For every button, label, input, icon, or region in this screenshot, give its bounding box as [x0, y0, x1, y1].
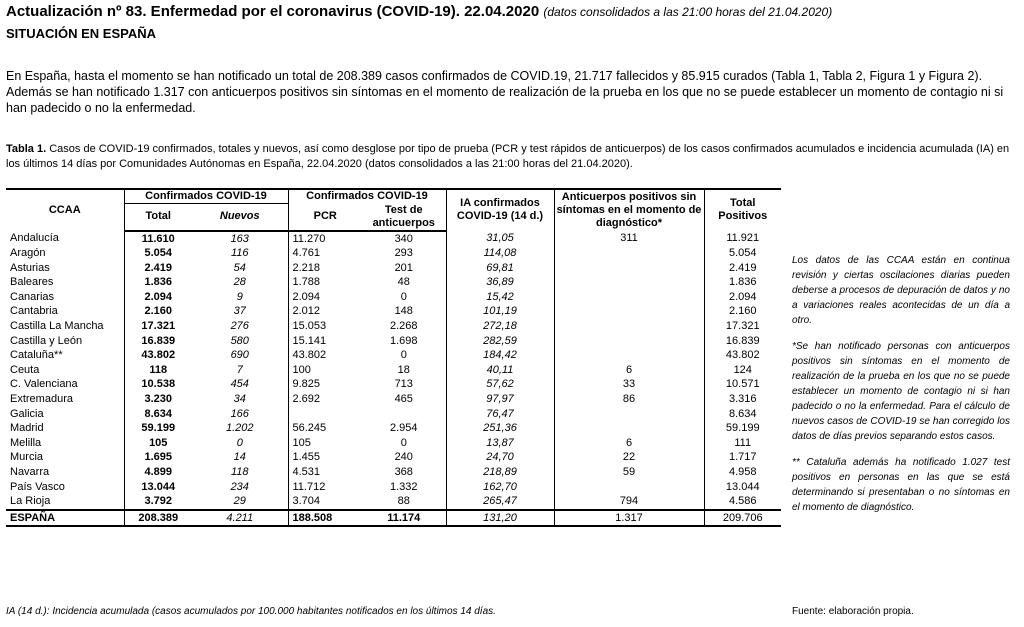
cell-pcr: 2.218	[288, 261, 362, 276]
cell-nuevos: 34	[233, 393, 246, 406]
cell-nuevos: 118	[230, 466, 249, 478]
table-row	[6, 407, 781, 422]
cell-total: 105	[124, 436, 192, 451]
cell-pcr: 11.712	[288, 480, 362, 495]
cell-ccaa: Asturias	[10, 261, 50, 274]
cell-nuevos: 54	[233, 261, 246, 274]
header-total-positivos: Total Positivos	[704, 189, 781, 231]
cell-tp: 5.054	[704, 246, 781, 261]
cell-nuevos: 276	[230, 320, 249, 333]
cell-anti	[554, 348, 704, 363]
cell-ccaa: Navarra	[10, 466, 50, 478]
cell-total: 3.230	[124, 392, 192, 407]
cell-total: 8.634	[124, 407, 192, 422]
table-row	[6, 377, 781, 392]
header-anticuerpos: Anticuerpos positivos sin síntomas en el momento de diagnóstico*	[554, 189, 704, 231]
total-nuevos: 4.211	[192, 510, 288, 527]
cell-anti: 6	[554, 363, 704, 378]
cell-nuevos: 163	[230, 232, 249, 245]
table-row	[6, 363, 781, 378]
cell-ccaa: Canarias	[10, 290, 55, 303]
cell-tp: 4.586	[704, 494, 781, 510]
total-ccaa: ESPAÑA	[6, 510, 124, 527]
covid-table	[6, 188, 781, 527]
cell-ia: 251,36	[446, 421, 554, 436]
cell-pcr: 15.141	[288, 334, 362, 349]
table-body	[6, 231, 781, 510]
cell-ccaa: Castilla y León	[10, 334, 83, 347]
cell-test: 0	[400, 349, 407, 362]
cell-pcr	[288, 407, 362, 422]
cell-total: 5.054	[124, 246, 192, 261]
cell-pcr: 4.531	[288, 465, 362, 480]
cell-anti: 86	[554, 392, 704, 407]
cell-nuevos: 14	[233, 451, 246, 464]
table-row	[6, 304, 781, 319]
table-row	[6, 494, 781, 510]
cell-ia: 40,11	[446, 363, 554, 378]
header-confirmados-group: Confirmados COVID-19	[124, 189, 288, 204]
table-caption	[6, 142, 1016, 172]
cell-ccaa: Aragón	[10, 247, 46, 260]
cell-test: 2.954	[389, 422, 418, 435]
cell-ia: 31,05	[446, 231, 554, 247]
cell-nuevos: 29	[233, 495, 246, 508]
cell-ia: 97,97	[446, 392, 554, 407]
cell-test: 465	[394, 393, 413, 406]
cell-tp: 16.839	[704, 334, 781, 349]
note-1: Los datos de las CCAA están en continua revisión y ciertas oscilaciones diarias pueden deberse a procesos de depuración de datos y no a variaciones reales acontecidas de un día a otro.	[792, 255, 1010, 326]
cell-anti: 59	[554, 465, 704, 480]
cell-tp: 111	[704, 436, 781, 451]
cell-tp: 8.634	[704, 407, 781, 422]
cell-anti	[554, 290, 704, 305]
cell-total: 10.538	[124, 377, 192, 392]
side-notes	[792, 253, 1010, 526]
cell-test	[362, 407, 446, 422]
cell-test: 340	[394, 232, 413, 245]
cell-ccaa: Ceuta	[10, 363, 40, 376]
table-row	[6, 450, 781, 465]
cell-ccaa: Melilla	[10, 436, 42, 449]
cell-total: 16.839	[124, 334, 192, 349]
total-row	[6, 510, 781, 527]
cell-total: 59.199	[124, 421, 192, 436]
cell-anti	[554, 261, 704, 276]
cell-nuevos: 116	[230, 247, 249, 260]
cell-test: 88	[397, 495, 410, 508]
cell-pcr: 2.692	[288, 392, 362, 407]
cell-pcr: 3.704	[288, 494, 362, 510]
header-ccaa: CCAA	[6, 189, 124, 231]
cell-pcr: 56.245	[288, 421, 362, 436]
cell-anti	[554, 407, 704, 422]
cell-tp: 2.419	[704, 261, 781, 276]
caption-label: Tabla 1.	[6, 143, 47, 155]
cell-pcr: 105	[288, 436, 362, 451]
cell-tp: 13.044	[704, 480, 781, 495]
cell-nuevos: 0	[236, 436, 243, 449]
cell-pcr: 100	[288, 363, 362, 378]
cell-ia: 36,89	[446, 275, 554, 290]
cell-ia: 69,81	[446, 261, 554, 276]
cell-test: 18	[397, 363, 410, 376]
cell-test: 293	[394, 247, 413, 260]
total-anti: 1.317	[554, 510, 704, 527]
header-tipo-group: Confirmados COVID-19	[288, 189, 446, 204]
cell-nuevos: 690	[230, 349, 249, 362]
header-pcr: PCR	[288, 204, 362, 231]
cell-pcr: 15.053	[288, 319, 362, 334]
total-total: 208.389	[124, 510, 192, 527]
cell-total: 17.321	[124, 319, 192, 334]
cell-ia: 15,42	[446, 290, 554, 305]
cell-ccaa: Murcia	[10, 451, 44, 464]
cell-pcr: 2.094	[288, 290, 362, 305]
cell-tp: 3.316	[704, 392, 781, 407]
total-ia: 131,20	[446, 510, 554, 527]
table-row	[6, 465, 781, 480]
table-row	[6, 275, 781, 290]
cell-total: 118	[124, 363, 192, 378]
cell-total: 2.160	[124, 304, 192, 319]
table-row	[6, 290, 781, 305]
cell-total: 2.419	[124, 261, 192, 276]
cell-total: 2.094	[124, 290, 192, 305]
cell-pcr: 43.802	[288, 348, 362, 363]
table-row	[6, 319, 781, 334]
cell-total: 3.792	[124, 494, 192, 510]
cell-pcr: 1.788	[288, 275, 362, 290]
cell-ia: 57,62	[446, 377, 554, 392]
cell-test: 240	[394, 451, 413, 464]
header-ia: IA confirmados COVID-19 (14 d.)	[446, 189, 554, 231]
cell-ia: 13,87	[446, 436, 554, 451]
cell-anti: 22	[554, 450, 704, 465]
cell-tp: 43.802	[704, 348, 781, 363]
table-row	[6, 480, 781, 495]
total-pcr: 188.508	[288, 510, 362, 527]
cell-nuevos: 9	[236, 290, 243, 303]
cell-test: 2.268	[389, 320, 418, 333]
cell-tp: 11.921	[704, 231, 781, 247]
cell-anti: 311	[554, 231, 704, 247]
cell-anti: 33	[554, 377, 704, 392]
table-row	[6, 246, 781, 261]
cell-tp: 1.836	[704, 275, 781, 290]
cell-total: 4.899	[124, 465, 192, 480]
cell-anti: 794	[554, 494, 704, 510]
caption-text: Casos de COVID-19 confirmados, totales y nuevos, así como desglose por tipo de prueba (PCR y test rápidos de anticuerpos) de los casos confirmados acumulados e incidencia acumulada (IA) en los últimos 14 días por Comunidades Autónomas en España, 22.04.2020 (datos consolidados a las 21:00 horas del 21.04.2020).	[6, 143, 1010, 170]
cell-total: 1.695	[124, 450, 192, 465]
table-row	[6, 231, 781, 247]
cell-ccaa: País Vasco	[10, 480, 65, 493]
source-note: Fuente: elaboración propia.	[792, 606, 914, 617]
cell-pcr: 2.012	[288, 304, 362, 319]
cell-ccaa: Extremadura	[10, 393, 73, 406]
cell-ccaa: Castilla La Mancha	[10, 320, 104, 333]
table-row	[6, 348, 781, 363]
cell-ia: 24,70	[446, 450, 554, 465]
cell-total: 11.610	[124, 231, 192, 247]
cell-tp: 10.571	[704, 377, 781, 392]
header-test: Test de anticuerpos	[362, 204, 446, 231]
cell-pcr: 4.761	[288, 246, 362, 261]
cell-ccaa: Galicia	[10, 407, 44, 420]
cell-anti: 6	[554, 436, 704, 451]
intro-paragraph: En España, hasta el momento se han notificado un total de 208.389 casos confirmados de COVID.19, 21.717 fallecidos y 85.915 curados (Tabla 1, Tabla 2, Figura 1 y Figura 2). Además se han notificado 1.317 con anticuerpos positivos sin síntomas en el momento de realización de la prueba en los que no se puede establecer un momento de contagio ni si han padecido o no la enfermedad.	[6, 69, 1004, 115]
cell-test: 1.332	[389, 480, 418, 493]
cell-ia: 218,89	[446, 465, 554, 480]
cell-pcr: 11.270	[288, 231, 362, 247]
cell-anti	[554, 304, 704, 319]
table-row	[6, 421, 781, 436]
cell-anti	[554, 334, 704, 349]
cell-nuevos: 28	[233, 276, 246, 289]
section-subtitle: SITUACIÓN EN ESPAÑA	[6, 26, 156, 41]
table-row	[6, 392, 781, 407]
cell-test: 148	[394, 305, 413, 318]
cell-ia: 76,47	[446, 407, 554, 422]
table-row	[6, 334, 781, 349]
cell-nuevos: 7	[236, 363, 243, 376]
cell-ccaa: Cataluña**	[10, 349, 63, 362]
cell-ia: 184,42	[446, 348, 554, 363]
cell-test: 0	[400, 290, 407, 303]
cell-tp: 2.094	[704, 290, 781, 305]
title-text: Actualización nº 83. Enfermedad por el coronavirus (COVID-19). 22.04.2020	[6, 3, 540, 20]
cell-ia: 282,59	[446, 334, 554, 349]
cell-tp: 2.160	[704, 304, 781, 319]
cell-total: 13.044	[124, 480, 192, 495]
cell-ccaa: Madrid	[10, 422, 44, 435]
cell-test: 48	[397, 276, 410, 289]
note-2: *Se han notificado personas con anticuerpos positivos sin síntomas en el momento de realización de la prueba en los que no se puede establecer un momento de contagio ni si han padecido o no la enfermedad. Para el cálculo de nuevos casos de COVID-19 se han corregido los datos de días previos separando estos casos.	[792, 341, 1010, 442]
cell-ia: 162,70	[446, 480, 554, 495]
cell-pcr: 1.455	[288, 450, 362, 465]
cell-ccaa: La Rioja	[10, 495, 51, 508]
cell-ccaa: Andalucía	[10, 232, 59, 244]
footnote: IA (14 d.): Incidencia acumulada (casos acumulados por 100.000 habitantes notificados en los últimos 14 días.	[6, 606, 496, 617]
cell-tp: 17.321	[704, 319, 781, 334]
cell-nuevos: 454	[230, 378, 249, 391]
cell-pcr: 9.825	[288, 377, 362, 392]
cell-test: 0	[400, 436, 407, 449]
cell-tp: 124	[704, 363, 781, 378]
header-nuevos: Nuevos	[192, 204, 288, 231]
cell-anti	[554, 421, 704, 436]
cell-nuevos: 1.202	[225, 422, 254, 435]
title-note: (datos consolidados a las 21:00 horas del 21.04.2020)	[543, 5, 833, 19]
cell-ia: 265,47	[446, 494, 554, 510]
cell-tp: 4.958	[704, 465, 781, 480]
cell-ccaa: Baleares	[10, 276, 54, 289]
cell-tp: 59.199	[704, 421, 781, 436]
total-test: 11.174	[362, 510, 446, 527]
cell-ccaa: Cantabria	[10, 305, 58, 318]
cell-test: 1.698	[389, 334, 418, 347]
cell-ia: 101,19	[446, 304, 554, 319]
table-row	[6, 261, 781, 276]
cell-anti	[554, 246, 704, 261]
cell-ia: 272,18	[446, 319, 554, 334]
cell-nuevos: 166	[230, 407, 249, 420]
cell-test: 201	[394, 261, 413, 274]
cell-ccaa: C. Valenciana	[10, 378, 78, 391]
page-title	[6, 3, 832, 20]
cell-anti	[554, 319, 704, 334]
cell-nuevos: 580	[230, 334, 249, 347]
cell-anti	[554, 275, 704, 290]
cell-total: 43.802	[124, 348, 192, 363]
table-row	[6, 436, 781, 451]
cell-test: 368	[394, 466, 413, 478]
cell-tp: 1.717	[704, 450, 781, 465]
cell-nuevos: 234	[230, 480, 249, 493]
cell-total: 1.836	[124, 275, 192, 290]
note-3: ** Cataluña además ha notificado 1.027 test positivos en personas en las que se está determinando si presentaban o no síntomas en el momento de diagnóstico.	[792, 457, 1010, 513]
cell-ia: 114,08	[446, 246, 554, 261]
cell-nuevos: 37	[233, 305, 246, 318]
total-tp: 209.706	[704, 510, 781, 527]
cell-test: 713	[394, 378, 413, 391]
cell-anti	[554, 480, 704, 495]
header-total: Total	[124, 204, 192, 231]
